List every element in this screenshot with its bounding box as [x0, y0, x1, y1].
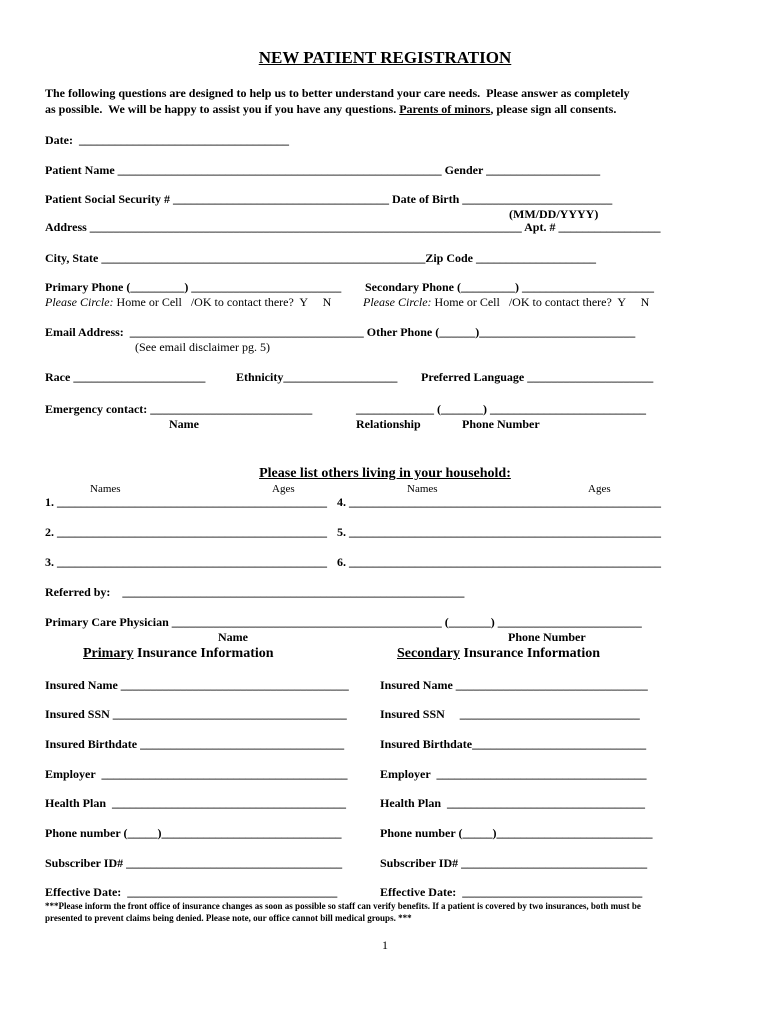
- patient-name-field[interactable]: Patient Name ______________________________________________________ Gender ___________________: [45, 163, 601, 177]
- household-row-6[interactable]: 6. ____________________________________________________: [337, 555, 661, 569]
- primary-insured-name-field[interactable]: Insured Name ______________________________________: [45, 678, 349, 692]
- secondary-effective-date-field[interactable]: Effective Date: ______________________________: [380, 885, 643, 899]
- intro-text-end: , please sign all consents.: [490, 102, 617, 116]
- ssn-dob-field[interactable]: Patient Social Security # ____________________________________ Date of Birth _________________________: [45, 192, 613, 206]
- primary-insurance-heading: [83, 645, 274, 662]
- household-heading: Please list others living in your household:: [259, 466, 511, 481]
- race-field[interactable]: Race ______________________: [45, 370, 206, 384]
- secondary-employer-field[interactable]: Employer ___________________________________: [380, 767, 647, 781]
- secondary-health-plan-field[interactable]: Health Plan _________________________________: [380, 796, 646, 810]
- household-row-1[interactable]: 1. _____________________________________________: [45, 495, 327, 509]
- secondary-subscriber-id-field[interactable]: Subscriber ID# _______________________________: [380, 856, 648, 870]
- primary-care-physician-field[interactable]: Primary Care Physician _____________________________________________ (_______) ________________________: [45, 615, 642, 629]
- secondary-word: Secondary: [397, 646, 460, 661]
- emergency-relationship-label: Relationship: [356, 417, 421, 431]
- primary-subscriber-id-field[interactable]: Subscriber ID# ____________________________________: [45, 856, 343, 870]
- home-or-cell-options[interactable]: Home or Cell /OK to contact there? Y N: [113, 295, 332, 309]
- primary-insured-birthdate-field[interactable]: Insured Birthdate __________________________________: [45, 737, 345, 751]
- household-ages-header-right: Ages: [588, 483, 611, 495]
- page-number: 1: [382, 938, 388, 952]
- page-title: NEW PATIENT REGISTRATION: [258, 48, 512, 67]
- emergency-relationship-phone-field[interactable]: _____________ (_______) __________________________: [356, 402, 646, 416]
- please-circle-label: Please Circle:: [363, 295, 432, 309]
- email-disclaimer-note: (See email disclaimer pg. 5): [135, 340, 270, 354]
- secondary-heading-rest: Insurance Information: [460, 646, 601, 661]
- date-field[interactable]: Date: ___________________________________: [45, 133, 289, 147]
- primary-health-plan-field[interactable]: Health Plan _______________________________________: [45, 796, 347, 810]
- secondary-phone-circle-note: [363, 295, 649, 309]
- referred-by-field[interactable]: Referred by: _________________________________________________________: [45, 585, 465, 599]
- address-field[interactable]: Address ________________________________________________________________________ Apt. # _________________: [45, 220, 661, 234]
- email-other-phone-field[interactable]: Email Address: _______________________________________ Other Phone (______)__________________________: [45, 325, 636, 339]
- household-row-3[interactable]: 3. _____________________________________________: [45, 555, 327, 569]
- secondary-insured-name-field[interactable]: Insured Name ________________________________: [380, 678, 648, 692]
- parents-of-minors-text: Parents of minors: [399, 102, 491, 116]
- ethnicity-field[interactable]: Ethnicity___________________: [236, 370, 398, 384]
- household-names-header-right: Names: [407, 483, 438, 495]
- household-row-2[interactable]: 2. _____________________________________________: [45, 525, 327, 539]
- secondary-insured-ssn-field[interactable]: Insured SSN ______________________________: [380, 707, 640, 721]
- primary-effective-date-field[interactable]: Effective Date: ___________________________________: [45, 885, 338, 899]
- primary-phone-field[interactable]: Primary Phone (_________) _________________________: [45, 280, 342, 294]
- emergency-phone-label: Phone Number: [462, 417, 540, 431]
- secondary-phone-number-field[interactable]: Phone number (_____)__________________________: [380, 826, 653, 840]
- primary-insured-ssn-field[interactable]: Insured SSN _______________________________________: [45, 707, 347, 721]
- emergency-contact-field[interactable]: Emergency contact: ___________________________: [45, 402, 313, 416]
- intro-line-2: [45, 102, 616, 116]
- dob-format-label: (MM/DD/YYYY): [509, 207, 599, 221]
- primary-phone-circle-note: [45, 295, 331, 309]
- secondary-phone-field[interactable]: Secondary Phone (_________) ______________________: [365, 280, 654, 294]
- household-row-4[interactable]: 4. ____________________________________________________: [337, 495, 661, 509]
- pcp-phone-label: Phone Number: [508, 630, 586, 644]
- insurance-footnote-line-1: ***Please inform the front office of insurance changes as soon as possible so staff can verify benefits. If a patient is covered by two insurances, both must be: [45, 901, 641, 911]
- intro-line-1: The following questions are designed to help us to better understand your care needs. Please answer as completely: [45, 86, 630, 100]
- emergency-name-label: Name: [169, 417, 199, 431]
- pcp-name-label: Name: [218, 630, 248, 644]
- insurance-footnote-line-2: presented to prevent claims being denied. Please note, our office cannot bill medical groups. ***: [45, 913, 412, 923]
- city-state-zip-field[interactable]: City, State ______________________________________________________Zip Code ____________________: [45, 251, 597, 265]
- home-or-cell-options[interactable]: Home or Cell /OK to contact there? Y N: [431, 295, 650, 309]
- please-circle-label: Please Circle:: [45, 295, 114, 309]
- primary-heading-rest: Insurance Information: [133, 646, 274, 661]
- household-row-5[interactable]: 5. ____________________________________________________: [337, 525, 661, 539]
- intro-text: as possible. We will be happy to assist you if you have any questions.: [45, 102, 400, 116]
- secondary-insured-birthdate-field[interactable]: Insured Birthdate_____________________________: [380, 737, 647, 751]
- household-ages-header-left: Ages: [272, 483, 295, 495]
- primary-word: Primary: [83, 646, 134, 661]
- primary-employer-field[interactable]: Employer _________________________________________: [45, 767, 348, 781]
- secondary-insurance-heading: [397, 645, 600, 662]
- primary-phone-number-field[interactable]: Phone number (_____)______________________________: [45, 826, 342, 840]
- household-names-header-left: Names: [90, 483, 121, 495]
- preferred-language-field[interactable]: Preferred Language _____________________: [421, 370, 654, 384]
